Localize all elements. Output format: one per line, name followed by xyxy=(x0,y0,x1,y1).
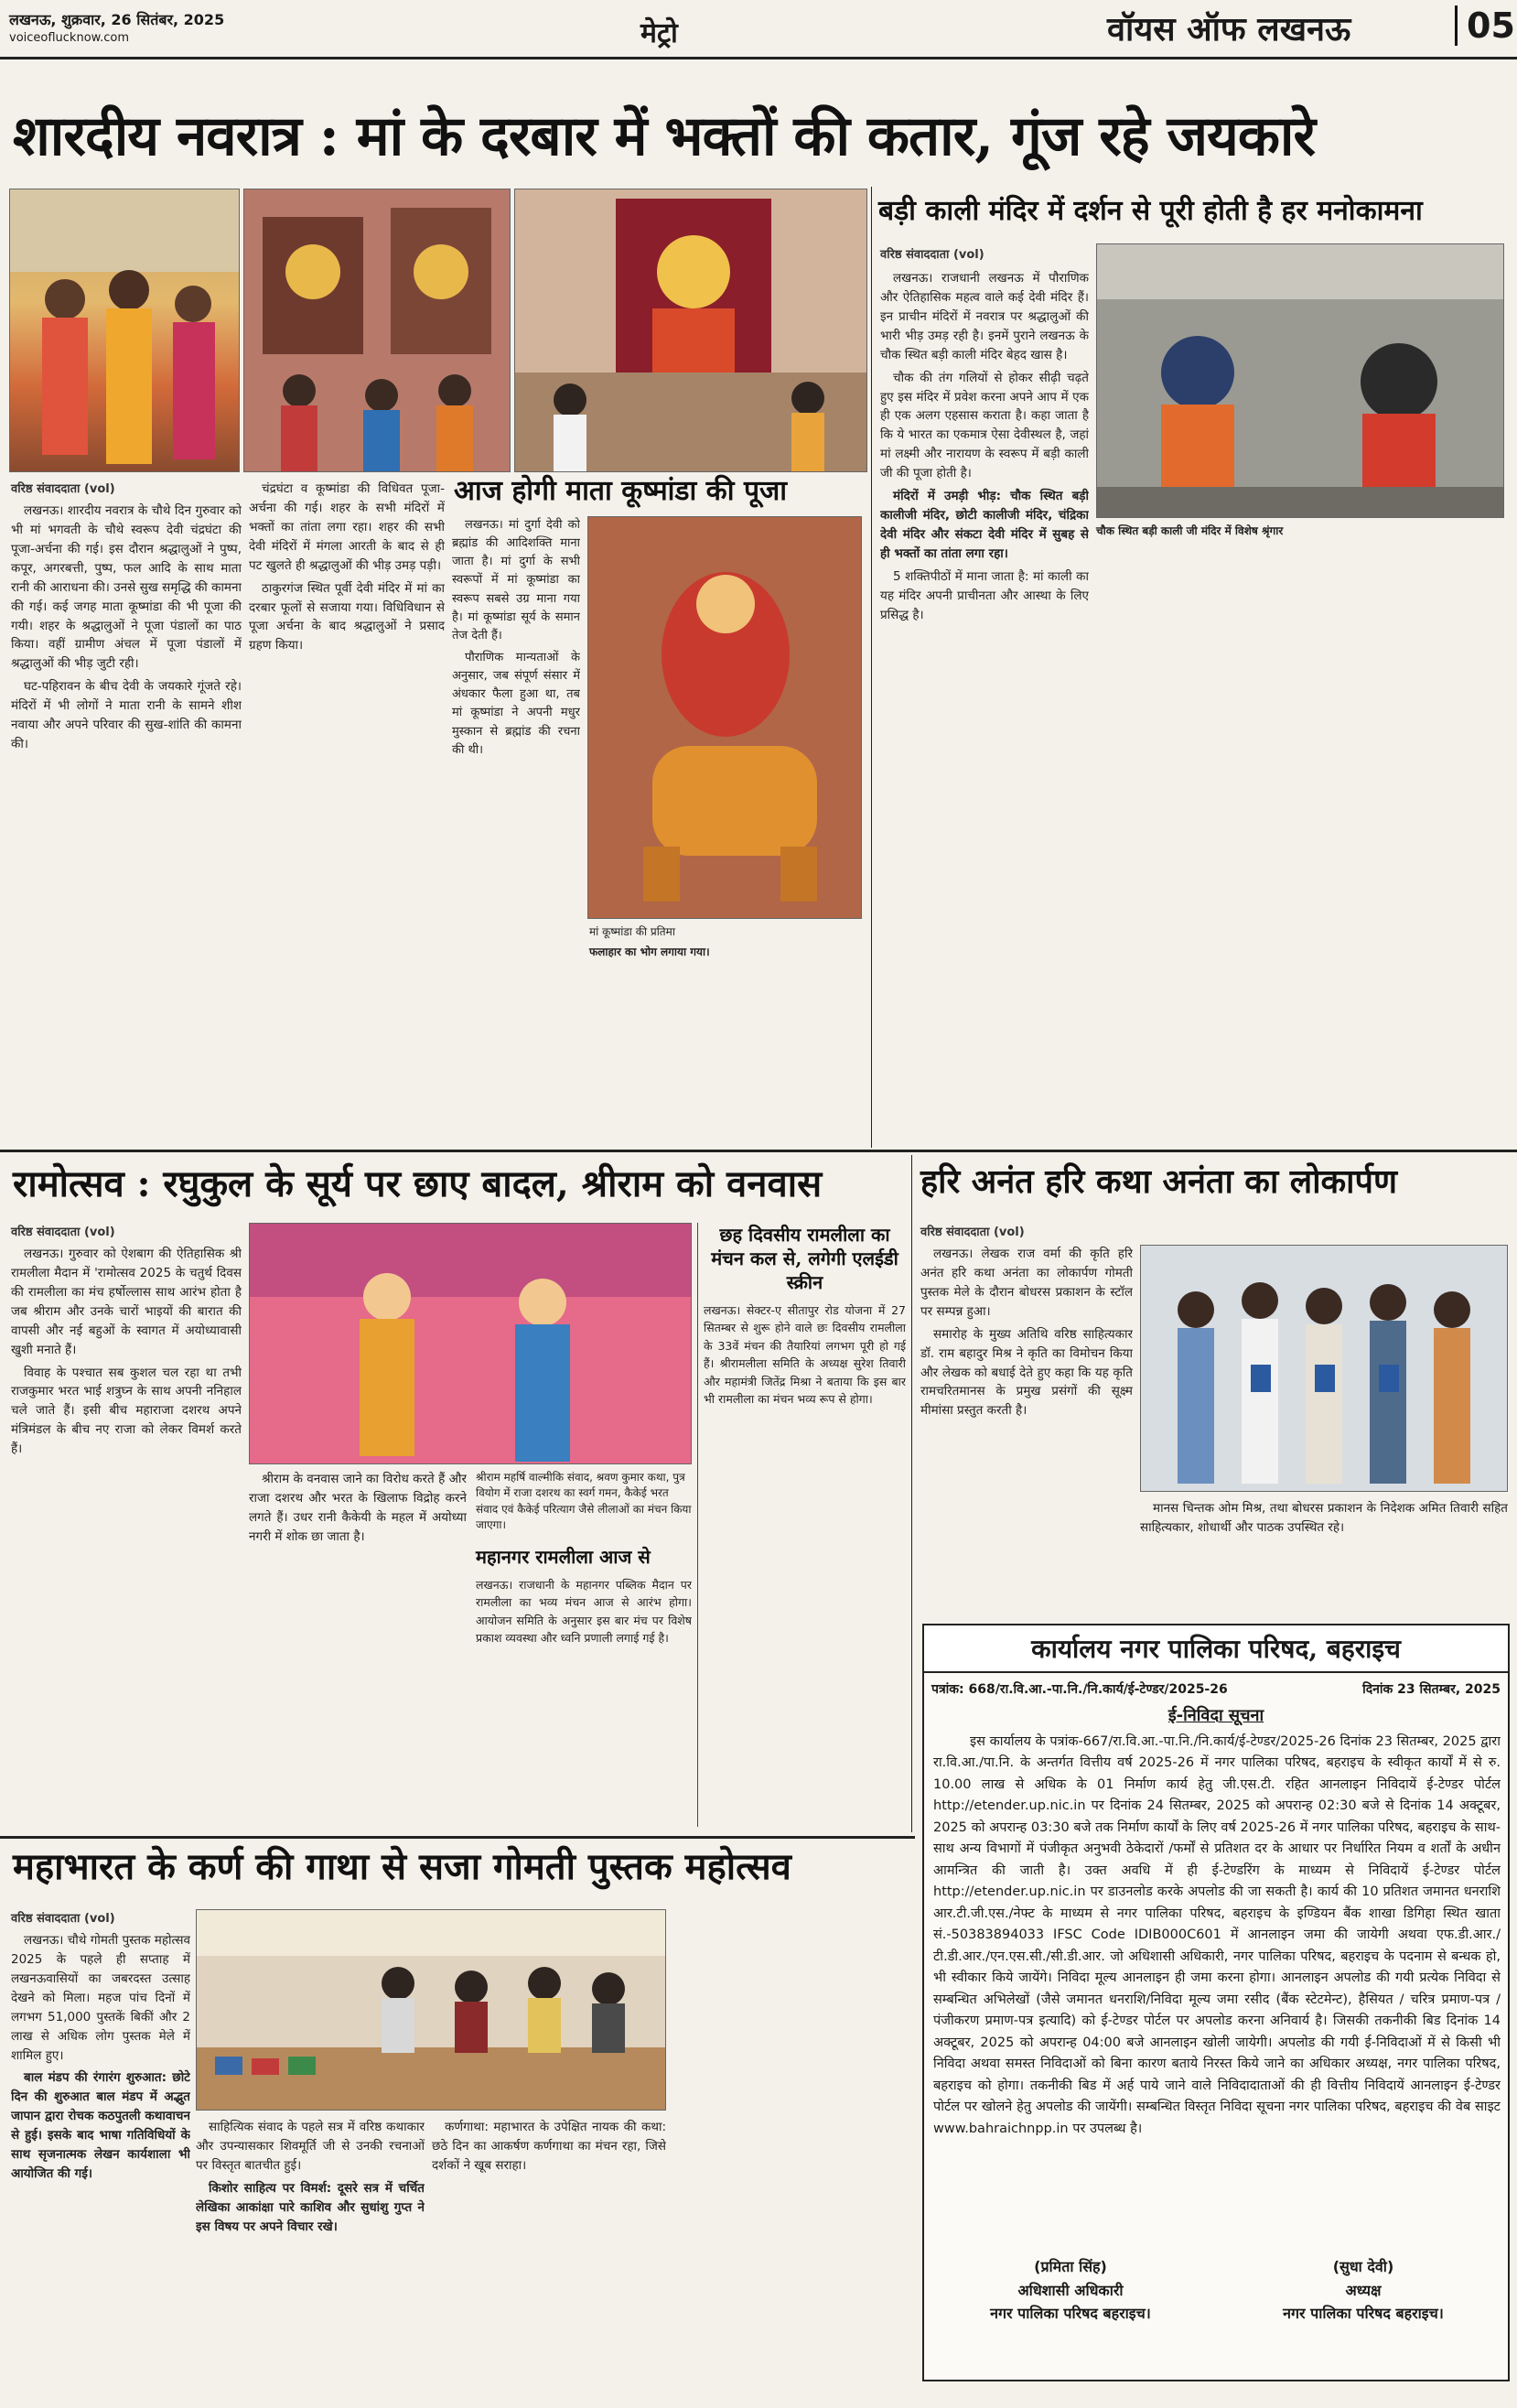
tender-notice xyxy=(922,1624,1510,2381)
main-para-3: चंद्रघंटा व कूष्मांडा की विधिवत पूजा-अर्चना की गई। शहर के सभी मंदिरों में भक्तों का तांता लगा रहा। शहर की सभी देवी मंदिरों में मंगला आरती के बाद से ही पट खुलते ही श्रद्धालुओं की भीड़ उमड़ पड़ी। xyxy=(249,481,445,573)
book-launch-illustration xyxy=(1141,1246,1508,1492)
photo-book-fair xyxy=(196,1909,666,2111)
masthead-rule xyxy=(0,57,1517,59)
kushmanda-para-1: लखनऊ। मां दुर्गा देवी को ब्रह्मांड की आदिशक्ति माना जाता है। मां दुर्गा के सभी स्वरूपों में मां कूष्मांडा का स्वरूप सबसे उग्र माना गया है। मां कूष्मांडा सूर्य के समान तेज देती हैं। xyxy=(452,518,580,642)
photo-durga-shrine xyxy=(514,189,867,472)
main-para-1: लखनऊ। शारदीय नवरात्र के चौथे दिन गुरुवार को भी मां भगवती के चौथे स्वरूप देवी चंद्रघंटा की पूजा-अर्चना की गई। इस दौरान श्रद्धालुओं ने पुष्प, कपूर, अगरबत्ती, पुष्प, फल आदि के साथ माता रानी की आराधना की। उनसे सुख समृद्धि की कामना की गई। कई जगह माता कूष्मांडा की भी पूजा की गयी। शहर के श्रद्धालुओं ने पूजा पंडालों का पाठ किया। वहीं ग्रामीण अंचल में पूजा पंडालों में श्रद्धालुओं की भीड़ जुटी रही। xyxy=(11,503,242,672)
divider-lokarpan xyxy=(911,1155,912,1832)
photo-bada-kali-idol xyxy=(1096,243,1504,518)
kali-para-3: मंदिरों में उमड़ी भीड़: चौक स्थित बड़ी कालीजी मंदिर, छोटी कालीजी मंदिर, चंद्रिका देवी मंदिर और संकटा देवी मंदिर में सुबह से ही भक्तों का तांता लगा रहा। xyxy=(880,489,1089,561)
notice-ref: पत्रांक: 668/रा.वि.आ.-पा.नि./नि.कार्य/ई-टेण्डर/2025-26 xyxy=(931,1682,1228,1697)
main-body-col1 xyxy=(11,502,242,1142)
signatory-right-name: (सुधा देवी) xyxy=(1332,2258,1394,2275)
kali-body xyxy=(880,269,1089,1139)
notice-signatory-right xyxy=(1226,2255,1501,2326)
notice-title: ई-निविदा सूचना xyxy=(1167,1706,1264,1725)
kali-byline: वरिष्ठ संवाददाता (vol) xyxy=(880,248,984,262)
kali-para-2: चौक की तंग गलियों से होकर सीढ़ी चढ़ते हुए इस मंदिर में प्रवेश करना अपने आप में एक ही एक अलग एहसास कराता है। कहा जाता है कि ये भारत का एकमात्र ऐसा देवीस्थल है, जहां मां लक्ष्मी और नारायण के स्वरूप में बड़ी काली जी की पूजा होती है। xyxy=(880,370,1089,481)
divider-kali xyxy=(871,187,872,1148)
notice-signatory-left xyxy=(933,2255,1208,2326)
photo-book-launch xyxy=(1140,1245,1508,1492)
page-number: 05 xyxy=(1455,5,1515,46)
mahabharat-para-2: बाल मंडप की रंगारंग शुरुआत: छोटे दिन की शुरुआत बाल मंडप में अद्भुत जापान द्वारा रोचक कठपुतली कथावाचन से हुई। इसके बाद भाषा गतिविधियों के साथ सृजनात्मक लेखन कार्यशाला भी आयोजित की गई। xyxy=(11,2070,190,2182)
ramotsav-headline: रामोत्सव : रघुकुल के सूर्य पर छाए बादल, श्रीराम को वनवास xyxy=(13,1162,823,1205)
masthead xyxy=(0,0,1517,60)
devotees-illustration xyxy=(10,189,240,472)
temple-illustration xyxy=(244,189,511,472)
mahabharat-body-col2 xyxy=(196,2118,425,2402)
ramotsav-caption: श्रीराम महर्षि वाल्मीकि संवाद, श्रवण कुमार कथा, पुत्र वियोग में राजा दशरथ का स्वर्ग गमन, कैकेई भरत संवाद एवं कैकेई परित्याग जैसे लीलाओं का मंचन किया जाएगा। xyxy=(476,1471,692,1532)
book-fair-illustration xyxy=(197,1910,666,2111)
signatory-left-org: नगर पालिका परिषद बहराइच। xyxy=(990,2305,1151,2323)
mahanagar-headline: महानगर रामलीला आज से xyxy=(476,1546,651,1568)
kali-para-4: 5 शक्तिपीठों में माना जाता है: मां काली का यह मंदिर अपनी प्राचीनता और आस्था के लिए प्रसिद्ध है। xyxy=(880,568,1089,622)
kushmanda-illustration xyxy=(588,517,862,919)
signatory-left-name: (प्रमिता सिंह) xyxy=(1034,2258,1107,2275)
main-para-4: ठाकुरगंज स्थित पूर्वी देवी मंदिर में मां का दरबार फूलों से सजाया गया। विधिविधान से पूजा अर्चना के बाद श्रद्धालुओं ने प्रसाद ग्रहण किया। xyxy=(249,580,445,653)
dateline: लखनऊ, शुक्रवार, 26 सितंबर, 2025 xyxy=(9,11,225,28)
kali-idol-illustration xyxy=(1097,244,1504,518)
lokarpan-headline: हरि अनंत हरि कथा अनंता का लोकार्पण xyxy=(920,1162,1397,1201)
mahanagar-body: लखनऊ। राजधानी के महानगर पब्लिक मैदान पर रामलीला का भव्य मंचन आज से आरंभ होगा। आयोजन समिति के अनुसार इस बार मंच पर विशेष प्रकाश व्यवस्था और ध्वनि प्रणाली लगाई गई है। xyxy=(476,1578,692,1646)
kushmanda-subhead: फलाहार का भोग लगाया गया। xyxy=(589,945,710,958)
notice-body: इस कार्यालय के पत्रांक-667/रा.वि.आ.-पा.नि./नि.कार्य/ई-टेण्डर/2025-26 दिनांक 23 सितम्बर, 2025 द्वारा रा.वि.आ./पा.नि. के अन्तर्गत वित्तीय वर्ष 2025-26 में नगर पालिका परिषद, बहराइच के स्वीकृत कार्यों में से रु. 10.00 लाख से अधिक के 01 निर्माण कार्य हेतु जी.एस.टी. रहित आनलाइन निविदायें ई-टेण्डर पोर्टल http://etender.up.nic.in पर दिनांक 24 सितम्बर, 2025 को अपरान्ह 02:30 बजे से दिनांक 14 अक्टूबर, 2025 को अपरान्ह 03:30 बजे तक निर्माण कार्यों के लिए वर्ष 2025-26 में नगर पालिका परिषद, बहराइच के साथ-साथ अन्य विभागों में पंजीकृत अनुभवी ठेकेदारों /फर्मों से प्रतिशत दर के आधार पर निर्धारित नियम व शर्तों के अधीन आमन्त्रित की जाती है। उक्त अवधि में ही ई-टेण्डरिंग के माध्यम से निविदायें ई-टेण्डर पोर्टल http://etender.up.nic.in पर डाउनलोड करके अपलोड की जा सकती है। कार्य की 10 प्रतिशत जमानत धनराशि आर.टी.जी.एस./नेफ्ट के माध्यम से नगर पालिका परिषद, बहराइच के इण्डियन बैंक शाखा डिगिहा स्थित खाता सं.-50383894033 IFSC Code IDIB000C601 में आनलाइन जमा की जायेगी अथवा एफ.डी.आर./टी.डी.आर./एन.एस.सी./सी.डी.आर. जो अधिशासी अधिकारी, नगर पालिका परिषद, बहराइच के पदनाम से बन्धक हो, भी स्वीकार किये जायेंगे। निविदा मूल्य आनलाइन ही जमा करना होगा। आनलाइन अपलोड की गयी प्रत्येक निविदा से सम्बन्धित अभिलेखों (जैसे जमानत धनराशि/निविदा मूल्य जमा रसीद (बैंक स्टेटमेन्ट), हैसियत / चरित्र प्रमाण-पत्र / पंजीकरण प्रमाण-पत्र इत्यादि) को ई-टेण्डर पोर्टल पर अपलोड करना अनिवार्य है। जिसकी तकनीकी बिड दिनांक 14 अक्टूबर, 2025 को अपरान्ह 04:00 बजे आनलाइन खोली जायेगी। अपलोड की गयी ई-निविदाओं में से किसी भी निविदा अथवा समस्त निविदाओं को बिना कारण बताये निरस्त किये जाने का अधिकार अध्यक्ष, नगर पालिका परिषद, बहराइच को होगा। तकनीकी बिड में अर्ह पाये जाने वाले निविदादाताओं की ही वित्तीय निविदायें आनलाइन ई-टेण्डर पोर्टल पर खोलने हेतु अपलोड की जायेंगी। सम्बन्धित विस्तृत निविदा सूचना नगर पालिका परिषद, बहराइच की वेब साइट www.bahraichnpp.in पर उपलब्ध है। xyxy=(933,1734,1501,2136)
shrine-illustration xyxy=(515,189,867,472)
signatory-right-title: अध्यक्ष xyxy=(1345,2281,1382,2299)
mahabharat-body-col3 xyxy=(432,2118,666,2402)
kushmanda-body xyxy=(452,516,580,919)
notice-office-banner xyxy=(924,1625,1508,1673)
lokarpan-para-2: समारोह के मुख्य अतिथि वरिष्ठ साहित्यकार डॉ. राम बहादुर मिश्र ने कृति का विमोचन किया और लेखक को बधाई देते हुए कहा कि यह कृति रामचरितमानस के प्रमुख प्रसंगों की सूक्ष्म मीमांसा प्रस्तुत करती है। xyxy=(920,1326,1133,1419)
ramlila-sidebar-headline: छह दिवसीय रामलीला का मंचन कल से, लगेगी एलईडी स्क्रीन xyxy=(711,1224,898,1293)
photo-temple-interior xyxy=(243,189,511,472)
kushmanda-headline: आज होगी माता कूष्मांडा की पूजा xyxy=(454,475,788,507)
lokarpan-para-1: लखनऊ। लेखक राज वर्मा की कृति हरि अनंत हरि कथा अनंता का लोकार्पण गोमती पुस्तक मेले के दौरान बोधरस प्रकाशन के स्टॉल पर सम्पन्न हुआ। xyxy=(920,1247,1133,1319)
notice-office: कार्यालय नगर पालिका परिषद, बहराइच xyxy=(1031,1634,1401,1664)
mahabharat-para-3: साहित्यिक संवाद के पहले सत्र में वरिष्ठ कथाकार और उपन्यासकार शिवमूर्ति जी से उनकी रचनाओं पर विस्तृत बातचीत हुई। xyxy=(196,2120,425,2173)
ramotsav-para-1: लखनऊ। गुरुवार को ऐशबाग की ऐतिहासिक श्री रामलीला मैदान में 'रामोत्सव 2025 के चतुर्थ दिवस की रामलीला का मंच हर्षोल्लास साथ आरंभ होता है जब श्रीराम और उनके चारों भाइयों की बारात की वापसी और नई बहुओं के स्वागत में अयोध्यावासी खुशी मनाते हैं। xyxy=(11,1247,242,1357)
main-byline: वरिष्ठ संवाददाता (vol) xyxy=(11,482,115,496)
kali-caption: चौक स्थित बड़ी काली जी मंदिर में विशेष श्रृंगार xyxy=(1096,524,1284,537)
website: voiceoflucknow.com xyxy=(9,31,129,45)
section-label: मेट्रो xyxy=(640,17,678,49)
mahabharat-byline: वरिष्ठ संवाददाता (vol) xyxy=(11,1912,115,1926)
ramlila-sidebar xyxy=(697,1223,906,1827)
mahabharat-para-5: कर्णगाथा: महाभारत के उपेक्षित नायक की कथा: छठे दिन का आकर्षण कर्णगाथा का मंचन रहा, जिसे दर्शकों ने खूब सराहा। xyxy=(432,2120,666,2173)
kushmanda-box xyxy=(450,476,866,1144)
notice-date: दिनांक 23 सितम्बर, 2025 xyxy=(1362,1682,1501,1697)
kushmanda-para-2: पौराणिक मान्यताओं के अनुसार, जब संपूर्ण संसार में अंधकार फैला हुआ था, तब मां कूष्मांडा ने अपनी मधुर मुस्कान से ब्रह्मांड की रचना की थी। xyxy=(452,650,580,757)
mahabharat-headline: महाभारत के कर्ण की गाथा से सजा गोमती पुस्तक महोत्सव xyxy=(13,1845,791,1888)
ramotsav-byline: वरिष्ठ संवाददाता (vol) xyxy=(11,1226,115,1239)
kali-para-1: लखनऊ। राजधानी लखनऊ में पौराणिक और ऐतिहासिक महत्व वाले कई देवी मंदिर हैं। इन प्राचीन मंदिरों में नवरात्र पर श्रद्धालुओं की भारी भीड़ उमड़ रही है। इनमें पुराने लखनऊ के चौक स्थित बड़ी काली मंदिर बेहद खास है। xyxy=(880,271,1089,362)
main-body-col2 xyxy=(249,480,445,1139)
kushmanda-caption: मां कूष्मांडा की प्रतिमा xyxy=(589,925,675,938)
signatory-left-title: अधिशासी अधिकारी xyxy=(1017,2281,1124,2299)
lokarpan-para-3: मानस चिन्तक ओम मिश्र, तथा बोधरस प्रकाशन के निदेशक अमित तिवारी सहित साहित्यकार, शोधार्थी और पाठक उपस्थित रहे। xyxy=(1140,1501,1508,1535)
paper-name: वॉयस ऑफ लखनऊ xyxy=(1107,10,1351,49)
ramotsav-para-3: श्रीराम के वनवास जाने का विरोध करते हैं और राजा दशरथ और भरत के खिलाफ विद्रोह करने लगते हैं। उधर रानी कैकेयी के महल में अयोध्या नगरी में शोक छा जाता है। xyxy=(249,1472,467,1544)
main-para-2: घट-पहिरावन के बीच देवी के जयकारे गूंजते रहे। मंदिरों में भी लोगों ने माता रानी के सामने शीश नवाया और अपने परिवार की सुख-शांति की कामना की। xyxy=(11,679,242,752)
mahabharat-para-4: किशोर साहित्य पर विमर्श: दूसरे सत्र में चर्चित लेखिका आकांक्षा पारे काशिव और सुधांशु गुप्त ने इस विषय पर अपने विचार रखे। xyxy=(196,2180,425,2234)
ramlila-illustration xyxy=(250,1224,692,1464)
divider-1 xyxy=(0,1150,1517,1152)
mahabharat-para-1-cont xyxy=(673,1909,911,1928)
mahabharat-body-col4 xyxy=(673,1909,911,2403)
ramotsav-body-col2 xyxy=(249,1470,467,1827)
divider-2 xyxy=(0,1836,915,1839)
main-headline: शारदीय नवरात्र : मां के दरबार में भक्तों की कतार, गूंज रहे जयकारे xyxy=(13,104,1315,168)
ramotsav-body-col1 xyxy=(11,1245,242,1830)
ramlila-sidebar-text: लखनऊ। सेक्टर-ए सीतापुर रोड योजना में 27 सितम्बर से शुरू होने वाले छः दिवसीय रामलीला के 33वें मंचन की तैयारियां लगभग पूरी हो गई हैं। श्रीरामलीला समिति के अध्यक्ष सुरेश तिवारी और महामंत्री जितेंद्र मिश्रा ने बताया कि इस बार भी रामलीला का मंचन भव्य रूप से होगा। xyxy=(704,1303,906,1406)
mahabharat-para-1: लखनऊ। चौथे गोमती पुस्तक महोत्सव 2025 के पहले ही सप्ताह में लखनऊवासियों का जबरदस्त उत्साह देखने को मिला। महज पांच दिनों में लगभग 51,000 पुस्तकें बिकीं और 2 लाख से अधिक लोग पुस्तक मेले में शामिल हुए। xyxy=(11,1933,190,2063)
lokarpan-byline: वरिष्ठ संवाददाता (vol) xyxy=(920,1226,1025,1239)
mahabharat-body-col1 xyxy=(11,1931,190,2398)
ramotsav-para-2: विवाह के पश्चात सब कुशल चल रहा था तभी राजकुमार भरत भाई शत्रुघ्न के साथ अपनी ननिहाल चले जाते हैं। इसी बीच महाराजा दशरथ अपने मंत्रिमंडल के बीच नए राजा को लेकर विमर्श करते हैं। xyxy=(11,1365,242,1457)
signatory-right-org: नगर पालिका परिषद बहराइच। xyxy=(1283,2305,1444,2323)
photo-devotees-queue xyxy=(9,189,240,472)
photo-ramlila-stage xyxy=(249,1223,692,1464)
kali-headline: बड़ी काली मंदिर में दर्शन से पूरी होती है हर मनोकामना xyxy=(878,195,1423,227)
photo-kushmanda-idol xyxy=(587,516,862,919)
lokarpan-body-col2 xyxy=(1140,1499,1508,1618)
